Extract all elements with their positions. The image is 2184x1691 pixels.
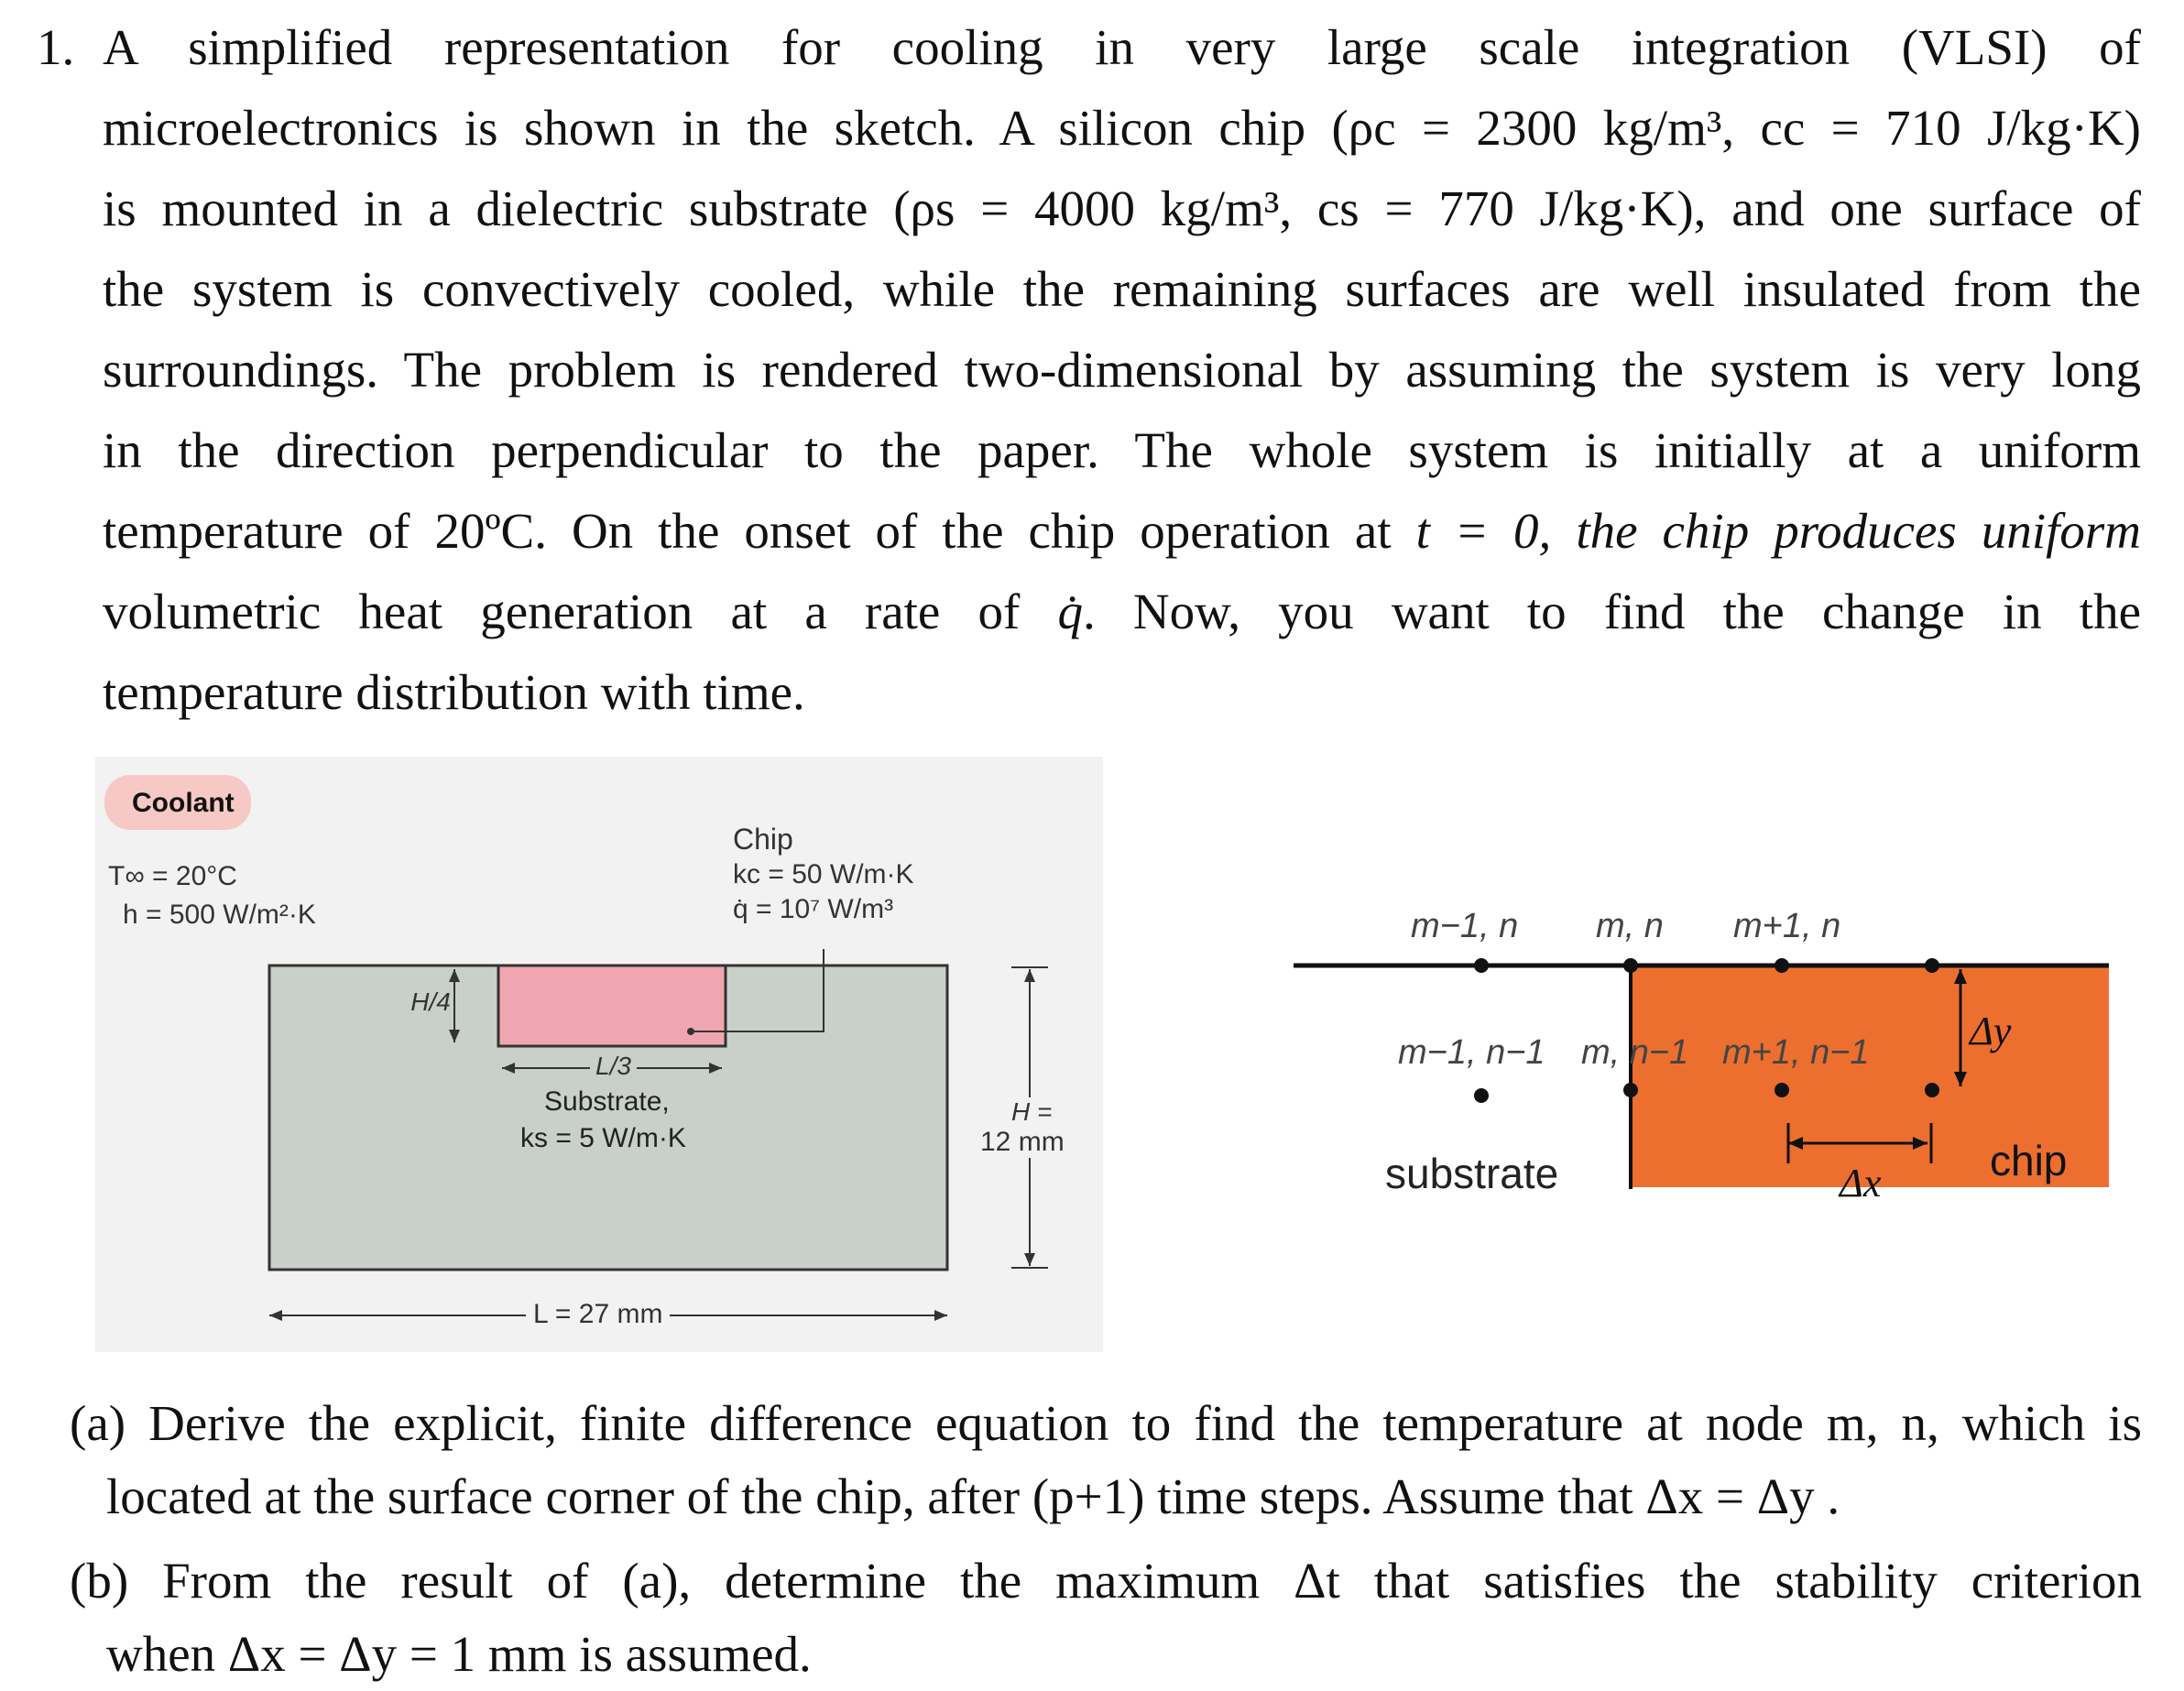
substrate-text: substrate <box>1385 1150 1559 1197</box>
node-m1-n <box>1774 958 1789 973</box>
l3-label: L/3 <box>590 1052 637 1081</box>
length-label: L = 27 mm <box>526 1299 670 1330</box>
dx-label: Δx <box>1840 1161 1882 1206</box>
problem-line-7: temperature of 20ºC. On the onset of the chip operation at t = 0, the chip produces uniform <box>103 503 2141 559</box>
node-corner-top <box>1925 958 1939 973</box>
problem-line-9: temperature distribution with time. <box>103 664 805 720</box>
problem-line-1: A simplified representation for cooling in very large scale integration (VLSI) of <box>103 19 2141 75</box>
height-value-label: 12 mm <box>980 1127 1065 1157</box>
node-m1-n-1 <box>1774 1083 1789 1097</box>
node-label-m1-n-1: m+1, n−1 <box>1722 1033 1870 1072</box>
h4-label: H/4 <box>410 987 451 1016</box>
dy-label: Δy <box>1970 1009 2012 1053</box>
time-expression: t = 0, the chip produces uniform <box>1415 503 2141 559</box>
problem-line-3: is mounted in a dielectric substrate (ρs = 4000 kg/m³, cs = 770 J/kg·K), and one surface of <box>103 180 2141 236</box>
node-label-m1-n: m+1, n <box>1733 907 1841 945</box>
problem-number: 1. <box>37 19 75 75</box>
coolant-label: Coolant <box>132 788 235 818</box>
node-m-n <box>1623 958 1638 973</box>
problem-line-8: volumetric heat generation at a rate of q̇. Now, you want to find the change in the <box>103 584 2141 639</box>
node-m-1-n-1 <box>1474 1088 1489 1103</box>
substrate-properties: ρs = 4000 kg/m³, cs = 770 J/kg·K), and one surface of <box>910 180 2141 236</box>
chip-title-label: Chip <box>733 823 793 856</box>
node-m-1-n <box>1474 958 1489 973</box>
question-b-line-1: (b) From the result of (a), determine the maximum Δt that satisfies the stability criterion <box>70 1553 2142 1609</box>
problem-line-2: microelectronics is shown in the sketch. A silicon chip (ρc = 2300 kg/m³, cc = 710 J/kg·K) <box>103 100 2141 156</box>
node-label-m-n-1: m, n−1 <box>1581 1033 1689 1072</box>
t-infinity-label: T∞ = 20°C <box>108 861 237 891</box>
kc-label: kc = 50 W/m·K <box>733 859 914 889</box>
node-m-n-1 <box>1623 1083 1638 1097</box>
problem-line-6: in the direction perpendicular to the paper. The whole system is initially at a uniform <box>103 422 2141 478</box>
question-a-line-1: (a) Derive the explicit, finite difference equation to find the temperature at node m, n, which is <box>70 1395 2142 1451</box>
problem-statement <box>37 7 2141 733</box>
node-corner-bottom <box>1925 1083 1939 1097</box>
problem-line-5: surroundings. The problem is rendered two-dimensional by assuming the system is very long <box>103 342 2141 398</box>
chip-properties: ρc = 2300 kg/m³, cc = 710 J/kg·K) <box>1348 100 2141 156</box>
question-b-line-2: when Δx = Δy = 1 mm is assumed. <box>106 1626 812 1682</box>
system-sketch <box>95 757 1103 1352</box>
node-label-m-1-n: m−1, n <box>1411 907 1519 945</box>
height-eq-label: H = <box>1011 1097 1053 1126</box>
h-label: h = 500 W/m²·K <box>123 900 316 930</box>
node-label-m-n: m, n <box>1596 907 1664 945</box>
ks-label: ks = 5 W/m·K <box>520 1123 686 1153</box>
qdot-label: q̇ = 10⁷ W/m³ <box>733 894 894 924</box>
problem-line-4: the system is convectively cooled, while the remaining surfaces are well insulated from the <box>103 261 2141 317</box>
chip-text: chip <box>1990 1137 2068 1184</box>
question-a-line-2: located at the surface corner of the chip, after (p+1) time steps. Assume that Δx = Δy . <box>106 1468 1840 1524</box>
substrate-label: Substrate, <box>544 1086 670 1117</box>
question-b <box>70 1544 2142 1691</box>
question-a <box>70 1387 2142 1533</box>
node-label-m-1-n-1: m−1, n−1 <box>1398 1033 1545 1072</box>
